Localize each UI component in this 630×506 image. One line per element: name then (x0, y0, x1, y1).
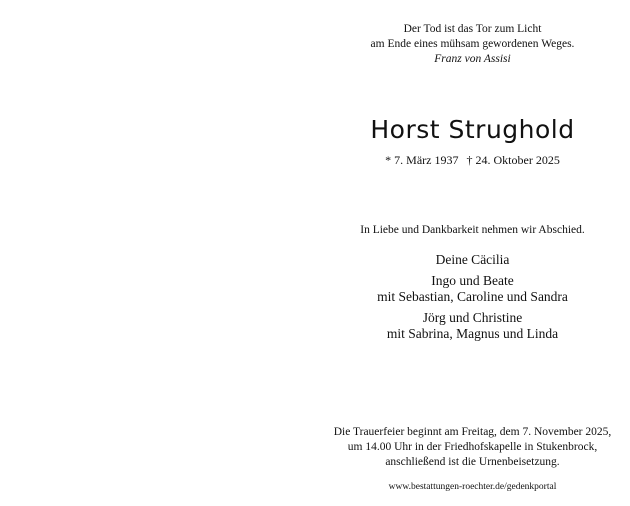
family-list (315, 252, 630, 347)
service-line: um 14.00 Uhr in der Friedhofskapelle in Stukenbrock, (347, 441, 598, 453)
family-group (315, 273, 630, 305)
birth-date: * 7. März 1937 (385, 153, 459, 167)
service-info (315, 425, 630, 470)
website-link[interactable]: www.bestattungen-roechter.de/gedenkportal (388, 482, 557, 492)
family-group (315, 252, 630, 268)
quote-block (315, 22, 630, 67)
service-line: Die Trauerfeier beginnt am Freitag, dem 7. November 2025, (333, 426, 612, 438)
life-dates (315, 153, 630, 168)
quote-author: Franz von Assisi (434, 53, 511, 65)
service-line: anschließend ist die Urnenbeisetzung. (385, 456, 560, 468)
obituary-page (315, 0, 630, 506)
farewell-text: In Liebe und Dankbarkeit nehmen wir Abschied. (360, 224, 585, 236)
death-date: † 24. Oktober 2025 (466, 153, 560, 167)
family-line: Ingo und Beate (431, 273, 514, 288)
deceased-name: Horst Strughold (370, 115, 575, 144)
quote-line: am Ende eines mühsam gewordenen Weges. (370, 38, 575, 50)
family-line: mit Sebastian, Caroline und Sandra (377, 289, 568, 304)
family-line: Jörg und Christine (422, 310, 523, 325)
family-line: mit Sabrina, Magnus und Linda (386, 326, 559, 341)
quote-line: Der Tod ist das Tor zum Licht (403, 23, 542, 35)
family-group (315, 310, 630, 342)
family-line: Deine Cäcilia (435, 252, 510, 267)
